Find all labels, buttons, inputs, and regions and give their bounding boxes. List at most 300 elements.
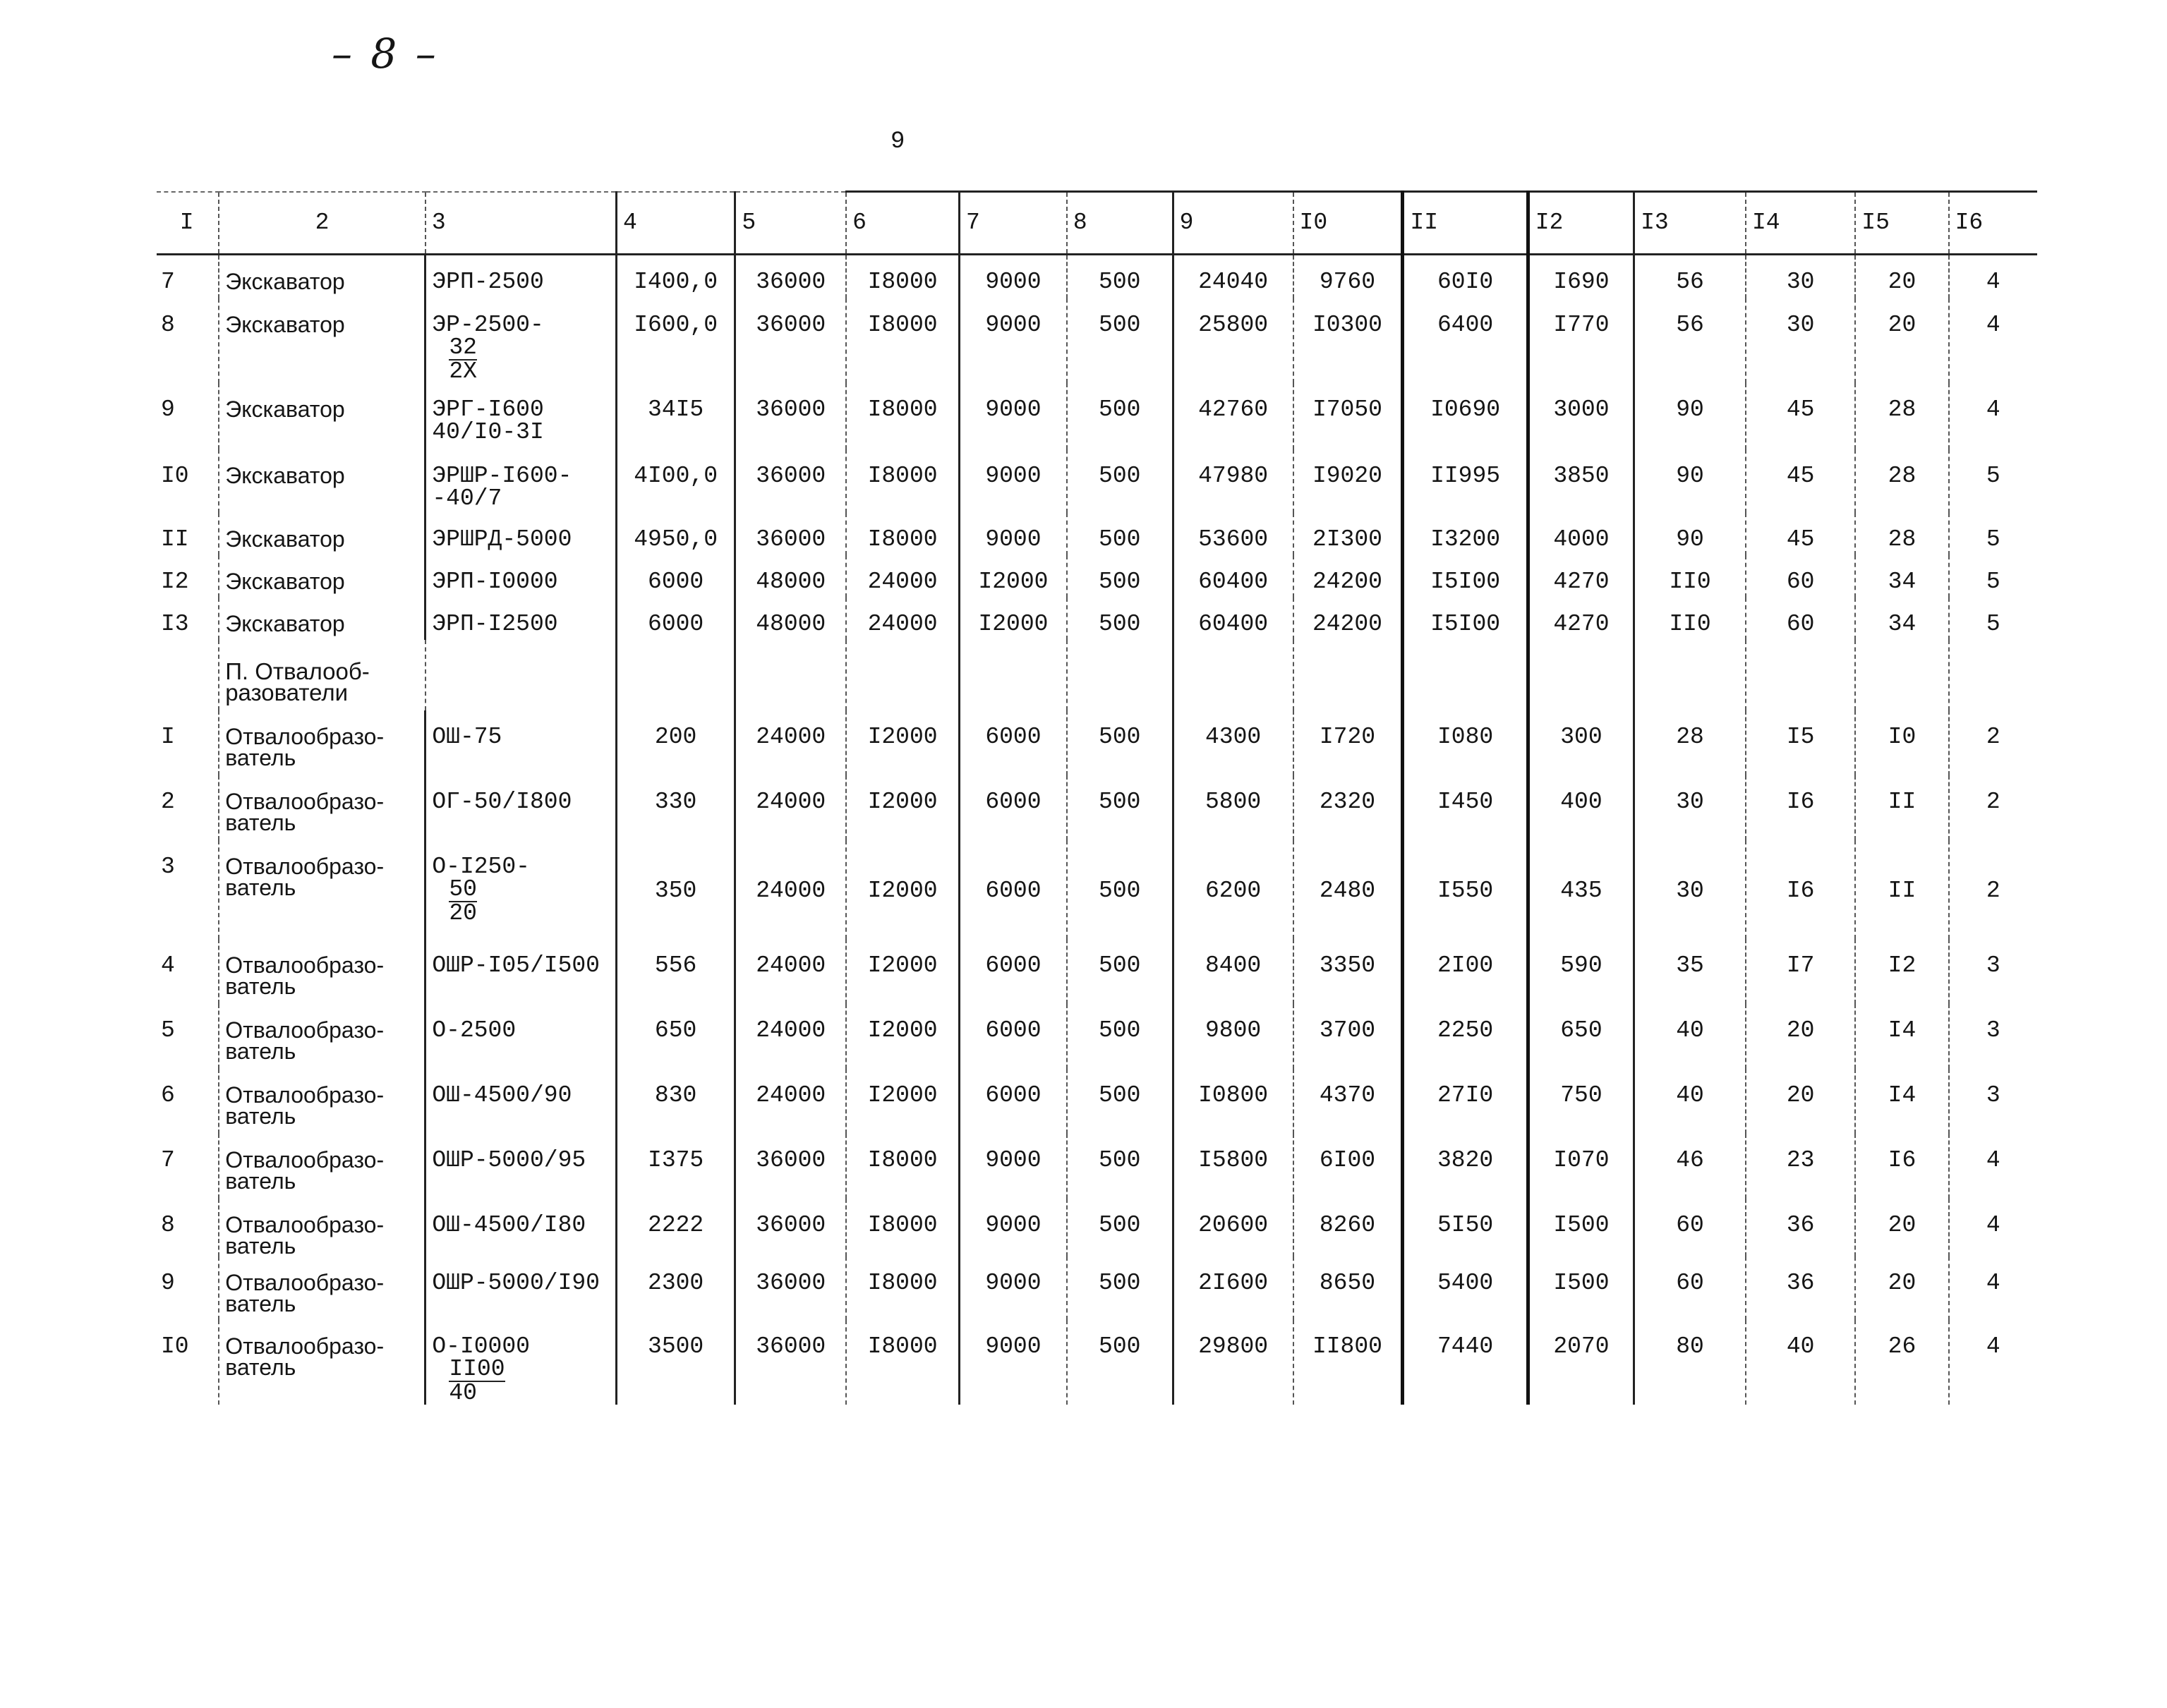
section-title-line: П. Отвалооб-: [225, 658, 370, 684]
equipment-name-cell: [219, 710, 425, 775]
column-header-3: 3: [425, 192, 617, 255]
value-cell-col-11: 2250: [1403, 1004, 1528, 1069]
value-cell-col-8: 500: [1067, 710, 1173, 775]
row-number: I0: [161, 1333, 189, 1359]
model-line: О-I0000: [432, 1333, 530, 1359]
value-cell-col-8: 500: [1067, 449, 1173, 513]
value-cell-col-5: 36000: [735, 1256, 846, 1320]
page-number: – 8 –: [332, 30, 439, 78]
value-cell-col-16: 2: [1949, 710, 2037, 775]
value-cell-col-10: 24200: [1293, 598, 1403, 640]
column-header-13: I3: [1634, 192, 1746, 255]
value-cell-col-7: 9000: [960, 513, 1067, 555]
value-cell-col-8: 500: [1067, 598, 1173, 640]
value-cell-col-5: 24000: [735, 1069, 846, 1134]
value-cell-col-12: 2070: [1528, 1320, 1634, 1405]
equipment-name-line: Отвалообразо-: [225, 1082, 385, 1108]
row-number: I0: [161, 462, 189, 489]
value-cell-col-9: 60400: [1173, 555, 1293, 598]
value-cell-col-6: I8000: [846, 1134, 959, 1199]
value-cell-col-7: 9000: [960, 449, 1067, 513]
sheet-number: 9: [891, 128, 905, 155]
value-cell-col-6: I8000: [846, 255, 959, 298]
model-cell: [425, 513, 617, 555]
value-cell-col-14: 20: [1746, 1004, 1855, 1069]
value-cell-col-16: 5: [1949, 513, 2037, 555]
table-row: [157, 939, 2037, 1004]
equipment-name-line: Отвалообразо-: [225, 952, 385, 978]
model-cell: [425, 710, 617, 775]
model-line: ЭР-2500-: [432, 311, 544, 338]
value-cell-col-4: I400,0: [616, 255, 735, 298]
value-cell-col-5: 36000: [735, 513, 846, 555]
equipment-name-line: ватель: [225, 973, 296, 999]
value-cell-col-12: I070: [1528, 1134, 1634, 1199]
equipment-name-line: Отвалообразо-: [225, 788, 385, 814]
table-row: [157, 298, 2037, 383]
value-cell-col-7: 9000: [960, 383, 1067, 449]
model-line: ЭРП-I0000: [432, 568, 558, 595]
equipment-name-line: ватель: [225, 1290, 296, 1316]
value-cell-col-8: 500: [1067, 1320, 1173, 1405]
empty-cell: [1067, 640, 1173, 710]
equipment-name-cell: [219, 449, 425, 513]
value-cell-col-7: 9000: [960, 255, 1067, 298]
equipment-name-line: Отвалообразо-: [225, 723, 385, 749]
value-cell-col-10: I720: [1293, 710, 1403, 775]
value-cell-col-13: 56: [1634, 255, 1746, 298]
value-cell-col-14: I7: [1746, 939, 1855, 1004]
value-cell-col-8: 500: [1067, 513, 1173, 555]
value-cell-col-7: 6000: [960, 939, 1067, 1004]
value-cell-col-9: 9800: [1173, 1004, 1293, 1069]
table-row: [157, 1069, 2037, 1134]
equipment-name-cell: [219, 1320, 425, 1405]
model-line: ЭРГ-I600: [432, 396, 544, 423]
value-cell-col-5: 36000: [735, 449, 846, 513]
value-cell-col-13: 60: [1634, 1256, 1746, 1320]
empty-cell: [735, 640, 846, 710]
model-line: ОШР-I05/I500: [432, 952, 600, 979]
column-header-15: I5: [1855, 192, 1948, 255]
value-cell-col-7: 6000: [960, 775, 1067, 840]
value-cell-col-11: II995: [1403, 449, 1528, 513]
value-cell-col-11: 5I50: [1403, 1199, 1528, 1256]
value-cell-col-11: I5I00: [1403, 598, 1528, 640]
value-cell-col-14: 30: [1746, 255, 1855, 298]
equipment-name-line: ватель: [225, 874, 296, 900]
row-number: II: [161, 526, 189, 552]
value-cell-col-14: 40: [1746, 1320, 1855, 1405]
model-cell: [425, 555, 617, 598]
table-row: [157, 1256, 2037, 1320]
value-cell-col-11: I5I00: [1403, 555, 1528, 598]
value-cell-col-14: 60: [1746, 555, 1855, 598]
value-cell-col-5: 48000: [735, 598, 846, 640]
value-cell-col-7: 9000: [960, 1134, 1067, 1199]
value-cell-col-16: 2: [1949, 840, 2037, 939]
model-cell: [425, 775, 617, 840]
value-cell-col-5: 24000: [735, 775, 846, 840]
model-line: ОШР-5000/95: [432, 1146, 586, 1173]
equipment-name-cell: [219, 1256, 425, 1320]
value-cell-col-16: 5: [1949, 555, 2037, 598]
value-cell-col-13: 30: [1634, 840, 1746, 939]
value-cell-col-11: 7440: [1403, 1320, 1528, 1405]
model-cell: [425, 1199, 617, 1256]
column-header-11: II: [1403, 192, 1528, 255]
model-line: 40/I0-3I: [432, 418, 544, 445]
value-cell-col-5: 36000: [735, 255, 846, 298]
value-cell-col-12: 4270: [1528, 555, 1634, 598]
row-number: 7: [161, 1146, 175, 1173]
value-cell-col-14: 23: [1746, 1134, 1855, 1199]
table-row: [157, 775, 2037, 840]
value-cell-col-11: I0690: [1403, 383, 1528, 449]
value-cell-col-13: 46: [1634, 1134, 1746, 1199]
value-cell-col-8: 500: [1067, 1069, 1173, 1134]
value-cell-col-12: 400: [1528, 775, 1634, 840]
value-cell-col-13: II0: [1634, 555, 1746, 598]
value-cell-col-4: 330: [616, 775, 735, 840]
value-cell-col-11: 2I00: [1403, 939, 1528, 1004]
value-cell-col-15: 28: [1855, 449, 1948, 513]
value-cell-col-5: 24000: [735, 710, 846, 775]
model-line: ОШ-4500/90: [432, 1082, 572, 1108]
table-row: [157, 513, 2037, 555]
value-cell-col-6: 24000: [846, 555, 959, 598]
section-title-line: разователи: [225, 679, 349, 705]
value-cell-col-8: 500: [1067, 1256, 1173, 1320]
model-line: ЭРШР-I600-: [432, 462, 572, 489]
value-cell-col-7: 6000: [960, 840, 1067, 939]
value-cell-col-6: I2000: [846, 840, 959, 939]
equipment-table: [157, 190, 2037, 1405]
value-cell-col-15: 28: [1855, 513, 1948, 555]
value-cell-col-14: 36: [1746, 1199, 1855, 1256]
value-cell-col-11: I550: [1403, 840, 1528, 939]
value-cell-col-9: 42760: [1173, 383, 1293, 449]
empty-cell: [1855, 640, 1948, 710]
table-row: [157, 710, 2037, 775]
value-cell-col-12: 3000: [1528, 383, 1634, 449]
value-cell-col-7: 6000: [960, 1004, 1067, 1069]
model-line: О-2500: [432, 1017, 517, 1043]
value-cell-col-6: I8000: [846, 298, 959, 383]
value-cell-col-12: 4000: [1528, 513, 1634, 555]
row-number: 6: [161, 1082, 175, 1108]
table-row: [157, 840, 2037, 939]
value-cell-col-12: I500: [1528, 1199, 1634, 1256]
value-cell-col-8: 500: [1067, 1134, 1173, 1199]
value-cell-col-6: I8000: [846, 513, 959, 555]
row-number: I2: [161, 568, 189, 595]
value-cell-col-6: I8000: [846, 1256, 959, 1320]
value-cell-col-10: I0300: [1293, 298, 1403, 383]
column-header-8: 8: [1067, 192, 1173, 255]
value-cell-col-7: I2000: [960, 598, 1067, 640]
value-cell-col-14: 45: [1746, 449, 1855, 513]
equipment-name-cell: [219, 598, 425, 640]
column-header-14: I4: [1746, 192, 1855, 255]
value-cell-col-14: 20: [1746, 1069, 1855, 1134]
model-line: ЭРП-I2500: [432, 610, 558, 637]
model-cell: [425, 1069, 617, 1134]
model-fraction-denominator: 2X: [449, 358, 477, 384]
value-cell-col-16: 2: [1949, 775, 2037, 840]
column-header-6: 6: [846, 192, 959, 255]
equipment-name-cell: [219, 1199, 425, 1259]
model-cell: [425, 598, 617, 640]
value-cell-col-14: I6: [1746, 840, 1855, 939]
value-cell-col-10: 8650: [1293, 1256, 1403, 1320]
value-cell-col-9: 2I600: [1173, 1256, 1293, 1320]
value-cell-col-5: 24000: [735, 840, 846, 939]
value-cell-col-13: II0: [1634, 598, 1746, 640]
equipment-name-cell: [219, 383, 425, 449]
value-cell-col-9: 20600: [1173, 1199, 1293, 1256]
value-cell-col-12: 435: [1528, 840, 1634, 939]
value-cell-col-4: 2222: [616, 1199, 735, 1256]
value-cell-col-16: 4: [1949, 255, 2037, 298]
table-row: [157, 555, 2037, 598]
value-cell-col-9: 60400: [1173, 598, 1293, 640]
value-cell-col-8: 500: [1067, 775, 1173, 840]
value-cell-col-10: 2I300: [1293, 513, 1403, 555]
value-cell-col-4: 556: [616, 939, 735, 1004]
model-line: ОШ-75: [432, 723, 502, 750]
value-cell-col-4: 34I5: [616, 383, 735, 449]
table-row: [157, 255, 2037, 298]
value-cell-col-14: 60: [1746, 598, 1855, 640]
value-cell-col-15: I0: [1855, 710, 1948, 775]
value-cell-col-9: 4300: [1173, 710, 1293, 775]
empty-cell: [1528, 640, 1634, 710]
value-cell-col-11: 6400: [1403, 298, 1528, 383]
value-cell-col-15: I4: [1855, 1069, 1948, 1134]
value-cell-col-13: 28: [1634, 710, 1746, 775]
column-header-10: I0: [1293, 192, 1403, 255]
value-cell-col-16: 4: [1949, 383, 2037, 449]
row-number: 8: [161, 1211, 175, 1238]
value-cell-col-15: I4: [1855, 1004, 1948, 1069]
model-line: -40/7: [432, 485, 502, 511]
value-cell-col-12: I770: [1528, 298, 1634, 383]
value-cell-col-8: 500: [1067, 383, 1173, 449]
value-cell-col-15: II: [1855, 840, 1948, 939]
value-cell-col-5: 24000: [735, 939, 846, 1004]
value-cell-col-13: 90: [1634, 383, 1746, 449]
value-cell-col-13: 40: [1634, 1069, 1746, 1134]
equipment-name-line: Экскаватор: [225, 610, 345, 636]
value-cell-col-4: 2300: [616, 1256, 735, 1320]
value-cell-col-16: 4: [1949, 1320, 2037, 1405]
column-header-16: I6: [1949, 192, 2037, 255]
equipment-name-cell: [219, 1004, 425, 1069]
value-cell-col-8: 500: [1067, 1199, 1173, 1256]
equipment-name-cell: [219, 1134, 425, 1199]
value-cell-col-9: 47980: [1173, 449, 1293, 513]
column-header-9: 9: [1173, 192, 1293, 255]
row-number: I3: [161, 610, 189, 637]
equipment-name-line: Экскаватор: [225, 396, 345, 422]
model-cell: [425, 840, 617, 939]
value-cell-col-12: 750: [1528, 1069, 1634, 1134]
model-line: ОШ-4500/I80: [432, 1211, 586, 1238]
equipment-name-line: Отвалообразо-: [225, 1146, 385, 1173]
empty-cell: [157, 640, 219, 710]
value-cell-col-16: 5: [1949, 449, 2037, 513]
value-cell-col-12: 4270: [1528, 598, 1634, 640]
value-cell-col-9: 29800: [1173, 1320, 1293, 1405]
value-cell-col-5: 36000: [735, 1199, 846, 1256]
column-header-4: 4: [616, 192, 735, 255]
value-cell-col-9: 24040: [1173, 255, 1293, 298]
value-cell-col-10: 3350: [1293, 939, 1403, 1004]
value-cell-col-10: 9760: [1293, 255, 1403, 298]
value-cell-col-15: I2: [1855, 939, 1948, 1004]
section-title-row: [157, 640, 2037, 710]
equipment-name-line: Отвалообразо-: [225, 1211, 385, 1237]
value-cell-col-14: I5: [1746, 710, 1855, 775]
equipment-name-cell: [219, 255, 425, 298]
value-cell-col-7: 6000: [960, 1069, 1067, 1134]
value-cell-col-8: 500: [1067, 939, 1173, 1004]
value-cell-col-7: 9000: [960, 1256, 1067, 1320]
value-cell-col-12: 3850: [1528, 449, 1634, 513]
row-number: 8: [161, 311, 175, 338]
value-cell-col-6: I2000: [846, 1069, 959, 1134]
empty-cell: [1949, 640, 2037, 710]
value-cell-col-7: I2000: [960, 555, 1067, 598]
value-cell-col-8: 500: [1067, 840, 1173, 939]
value-cell-col-6: I2000: [846, 939, 959, 1004]
value-cell-col-15: 20: [1855, 298, 1948, 383]
value-cell-col-10: I7050: [1293, 383, 1403, 449]
empty-cell: [616, 640, 735, 710]
empty-cell: [1746, 640, 1855, 710]
value-cell-col-16: 4: [1949, 1134, 2037, 1199]
value-cell-col-11: 5400: [1403, 1256, 1528, 1320]
equipment-name-line: ватель: [225, 1232, 296, 1259]
equipment-name-line: ватель: [225, 744, 296, 770]
table-row: [157, 1134, 2037, 1199]
row-number: 7: [161, 269, 175, 295]
value-cell-col-11: 27I0: [1403, 1069, 1528, 1134]
value-cell-col-8: 500: [1067, 555, 1173, 598]
equipment-name-line: Отвалообразо-: [225, 1017, 385, 1043]
value-cell-col-13: 80: [1634, 1320, 1746, 1405]
value-cell-col-11: 60I0: [1403, 255, 1528, 298]
column-header-12: I2: [1528, 192, 1634, 255]
value-cell-col-10: 8260: [1293, 1199, 1403, 1256]
model-cell: [425, 449, 617, 513]
section-title: [219, 640, 425, 710]
row-number: 5: [161, 1017, 175, 1043]
value-cell-col-10: 2320: [1293, 775, 1403, 840]
value-cell-col-15: 34: [1855, 598, 1948, 640]
column-header-1: I: [157, 192, 219, 255]
model-cell: [425, 1256, 617, 1320]
value-cell-col-16: 4: [1949, 1199, 2037, 1256]
equipment-name-cell: [219, 775, 425, 840]
value-cell-col-13: 40: [1634, 1004, 1746, 1069]
value-cell-col-9: 53600: [1173, 513, 1293, 555]
table-row: [157, 1004, 2037, 1069]
value-cell-col-15: 20: [1855, 1256, 1948, 1320]
value-cell-col-10: 24200: [1293, 555, 1403, 598]
table-row: [157, 449, 2037, 513]
value-cell-col-12: I500: [1528, 1256, 1634, 1320]
value-cell-col-9: 8400: [1173, 939, 1293, 1004]
value-cell-col-9: 5800: [1173, 775, 1293, 840]
value-cell-col-13: 30: [1634, 775, 1746, 840]
value-cell-col-10: 2480: [1293, 840, 1403, 939]
table-row: [157, 1199, 2037, 1256]
value-cell-col-11: I080: [1403, 710, 1528, 775]
value-cell-col-7: 9000: [960, 298, 1067, 383]
value-cell-col-5: 36000: [735, 1134, 846, 1199]
column-header-5: 5: [735, 192, 846, 255]
model-fraction-numerator: 50: [449, 876, 477, 902]
value-cell-col-6: I2000: [846, 1004, 959, 1069]
value-cell-col-15: 28: [1855, 383, 1948, 449]
value-cell-col-16: 5: [1949, 598, 2037, 640]
model-line: ЭРШРД-5000: [432, 526, 572, 552]
row-number: 2: [161, 788, 175, 815]
equipment-name-line: ватель: [225, 1038, 296, 1064]
equipment-name-line: Экскаватор: [225, 311, 345, 337]
value-cell-col-5: 24000: [735, 1004, 846, 1069]
equipment-name-line: ватель: [225, 1354, 296, 1380]
equipment-name-line: ватель: [225, 1168, 296, 1194]
model-cell: [425, 383, 617, 449]
equipment-name-cell: [219, 939, 425, 1004]
column-header-7: 7: [960, 192, 1067, 255]
value-cell-col-13: 90: [1634, 449, 1746, 513]
model-cell: [425, 298, 617, 383]
value-cell-col-15: II: [1855, 775, 1948, 840]
equipment-name-cell: [219, 1069, 425, 1134]
value-cell-col-15: 20: [1855, 1199, 1948, 1256]
value-cell-col-11: 3820: [1403, 1134, 1528, 1199]
table-row: [157, 598, 2037, 640]
value-cell-col-8: 500: [1067, 255, 1173, 298]
value-cell-col-12: 650: [1528, 1004, 1634, 1069]
model-line: ОГ-50/I800: [432, 788, 572, 815]
model-line: ОШР-5000/I90: [432, 1269, 600, 1296]
value-cell-col-5: 36000: [735, 298, 846, 383]
value-cell-col-8: 500: [1067, 1004, 1173, 1069]
value-cell-col-13: 35: [1634, 939, 1746, 1004]
value-cell-col-16: 3: [1949, 1004, 2037, 1069]
value-cell-col-4: 350: [616, 840, 735, 939]
equipment-name-line: Отвалообразо-: [225, 1333, 385, 1359]
value-cell-col-4: 6000: [616, 598, 735, 640]
value-cell-col-13: 90: [1634, 513, 1746, 555]
value-cell-col-16: 3: [1949, 1069, 2037, 1134]
value-cell-col-7: 9000: [960, 1320, 1067, 1405]
value-cell-col-6: I8000: [846, 449, 959, 513]
value-cell-col-16: 4: [1949, 1256, 2037, 1320]
model-fraction-denominator: 20: [449, 900, 477, 926]
equipment-name-line: Экскаватор: [225, 568, 345, 594]
value-cell-col-4: I375: [616, 1134, 735, 1199]
equipment-name-line: Экскаватор: [225, 526, 345, 552]
value-cell-col-10: 6I00: [1293, 1134, 1403, 1199]
equipment-name-line: Отвалообразо-: [225, 1269, 385, 1295]
value-cell-col-13: 56: [1634, 298, 1746, 383]
